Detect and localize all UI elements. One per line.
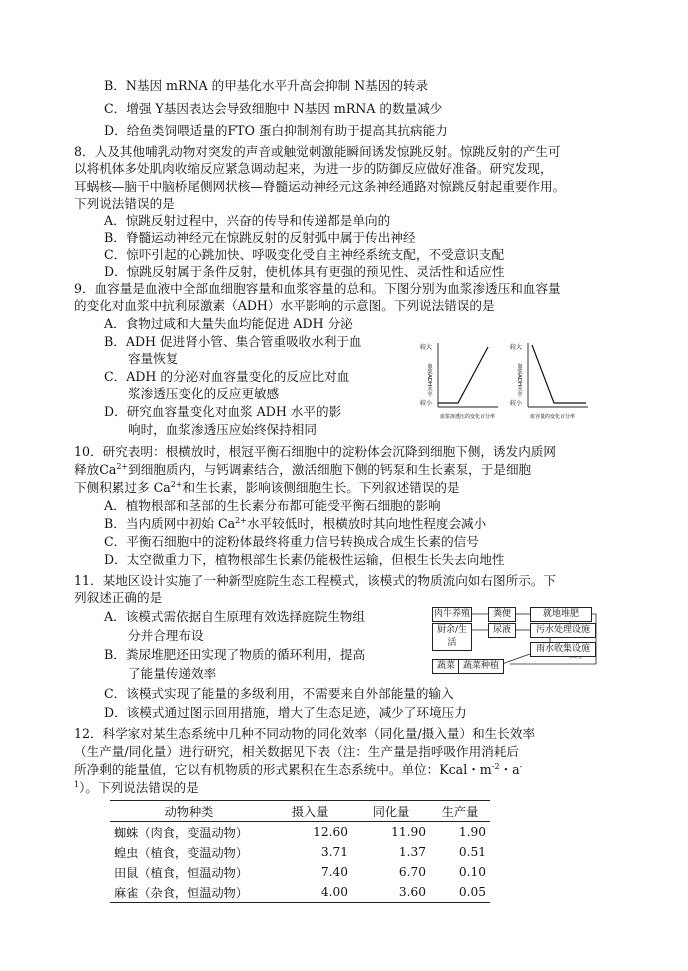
table-row xyxy=(110,842,490,862)
q9-left-curve xyxy=(438,347,488,403)
q8-option-d: D．惊跳反射属于条件反射，使机体具有更强的预见性、灵活性和适应性 xyxy=(104,264,505,279)
q9-stem-line2: 的变化对血浆中抗利尿激素（ADH）水平影响的示意图。下列说法错误的是 xyxy=(74,298,495,313)
q8-stem-line2: 以将机体多处肌肉收缩反应紧急调动起来，为进一步的防御反应做好准备。研究发现， xyxy=(74,161,553,176)
q9-right-y-low: 较小 xyxy=(510,400,523,407)
q11-box-rainwater: 雨水收集设施 xyxy=(530,642,596,657)
q11-stem-line2: 列叙述正确的是 xyxy=(74,590,163,605)
q10-option-b: B．当内质网中初始 $Ca^{2+}$水平较低时，根横放时其向地性程度会减小 xyxy=(104,515,487,531)
q10-stem-line3: 下侧积累过多 $Ca^{2+}$和生长素，影响该侧细胞生长。下列叙述错误的是 xyxy=(74,479,460,495)
q10-option-c: C．平衡石细胞中的淀粉体最终将重力信号转换成合成生长素的信号 xyxy=(104,534,479,549)
table-header-intake: 摄入量 xyxy=(268,801,352,822)
table-row xyxy=(110,862,490,882)
q8-option-b: B．脊髓运动神经元在惊跳反射的反射弧中属于传出神经 xyxy=(104,230,416,245)
table-cell: 0.51 xyxy=(458,845,486,859)
q9-right-curve xyxy=(532,345,586,403)
q12-stem-line1: 12．科学家对某生态系统中几种不同动物的同化效率（同化量/摄入量）和生长效率 xyxy=(74,726,536,741)
q9-right-graph xyxy=(510,343,588,420)
q11-box-manure: 粪便 xyxy=(488,607,516,622)
q11-option-b-line1: B．粪尿堆肥还田实现了物质的循环利用，提高 xyxy=(104,647,366,662)
q8-stem-line4: 下列说法错误的是 xyxy=(74,196,175,211)
q12-data-table xyxy=(110,800,490,903)
q9-option-d-line1: D．研究血容量变化对血浆 ADH 水平的影 xyxy=(104,404,342,419)
table-row xyxy=(110,822,490,843)
q11-option-a-line1: A．该模式需依据自生原理有效选择庭院生物组 xyxy=(104,609,365,624)
q10-stem-line2: 释放$Ca^{2+}$到细胞质内，与钙调素结合，激活细胞下侧的钙泵和生长素泵，于是细胞 xyxy=(74,461,532,477)
table-row xyxy=(110,882,490,903)
q8-option-a: A．惊跳反射过程中，兴奋的传导和传递都是单向的 xyxy=(104,213,391,228)
table-cell: 7.40 xyxy=(320,865,348,879)
q11-option-d: D．该模式通过图示回用措施，增大了生态足迹，减少了环境压力 xyxy=(104,705,467,720)
q11-option-b-line2: 了能量传递效率 xyxy=(128,666,217,681)
q11-box-sewage: 污水处理设施 xyxy=(530,623,596,638)
table-cell: 12.60 xyxy=(313,825,348,839)
table-cell: 1.90 xyxy=(458,825,486,839)
q9-option-a: A．食物过咸和大量失血均能促进 ADH 分泌 xyxy=(104,316,353,331)
table-cell: 蜘蛛（肉食，变温动物） xyxy=(114,825,249,840)
q9-option-d-line2: 响时，血浆渗透压应始终保持相同 xyxy=(128,422,317,437)
q9-stem-line1: 9．血容量是血液中全部血细胞容量和血浆容量的总和。下图分别为血浆渗透压和血容量 xyxy=(74,281,561,296)
table-cell: 蝗虫（植食，变温动物） xyxy=(114,845,249,860)
table-cell: 田鼠（植食，恒温动物） xyxy=(114,865,249,880)
table-cell: 3.71 xyxy=(320,845,348,859)
q11-box-vegetable: 蔬菜 xyxy=(432,659,460,674)
q11-box-cattle: 肉牛养殖 xyxy=(432,607,472,622)
q8-option-c: C．惊吓引起的心跳加快、呼吸变化受自主神经系统支配，不受意识支配 xyxy=(104,247,505,262)
q11-box-compost: 就地堆肥 xyxy=(530,607,592,622)
table-header-row xyxy=(110,801,490,822)
q11-box-kitchen: 厨余/生活 xyxy=(432,623,472,651)
q9-left-y-high: 较大 xyxy=(420,344,433,351)
q11-box-urine: 尿液 xyxy=(488,623,516,638)
table-cell: 1.37 xyxy=(398,845,426,859)
q9-right-y-high: 较大 xyxy=(510,344,523,351)
q9-left-ylabel: 血浆ADH水平 xyxy=(426,363,432,398)
table-cell: 0.10 xyxy=(458,865,486,879)
q9-option-c-line2: 浆渗透压变化的反应更敏感 xyxy=(128,386,280,401)
q9-option-b-line1: B．ADH 促进肾小管、集合管重吸收水利于血 xyxy=(104,334,362,349)
q9-option-b-line2: 容量恢复 xyxy=(128,351,179,366)
q11-box-planting: 蔬菜种植 xyxy=(458,659,504,674)
table-header-production: 生产量 xyxy=(430,801,490,822)
table-header-assimilation: 同化量 xyxy=(352,801,430,822)
table-cell: 麻雀（杂食，恒温动物） xyxy=(110,882,268,903)
q9-left-graph xyxy=(420,343,498,420)
q7-option-d: D．给鱼类饲喂适量的FTO 蛋白抑制剂有助于提高其抗病能力 xyxy=(104,123,448,138)
table-cell: 0.05 xyxy=(430,882,490,903)
q9-right-ylabel: 血浆ADH水平 xyxy=(516,363,522,398)
q11-figure xyxy=(430,606,600,678)
table-cell: 3.60 xyxy=(352,882,430,903)
q11-stem-line1: 11．某地区设计实施了一种新型庭院生态工程模式，该模式的物质流向如右图所示。下 xyxy=(74,573,556,588)
q10-option-a: A．植物根部和茎部的生长素分布都可能受平衡石细胞的影响 xyxy=(104,498,441,513)
q7-option-b: B．N基因 mRNA 的甲基化水平升高会抑制 N基因的转录 xyxy=(104,78,429,93)
q9-left-xlabel: 血浆渗透压的变化百分率 xyxy=(440,414,496,420)
q9-left-y-low: 较小 xyxy=(420,400,433,407)
table-cell: 4.00 xyxy=(268,882,352,903)
q9-right-xlabel: 血容量的变化百分率 xyxy=(530,414,576,420)
q8-stem-line1: 8．人及其他哺乳动物对突发的声音或触觉刺激能瞬间诱发惊跳反射。惊跳反射的产生可 xyxy=(74,144,561,159)
q9-figure xyxy=(418,335,596,425)
q9-option-c-line1: C．ADH 的分泌对血容量变化的反应比对血 xyxy=(104,369,350,384)
q12-stem-line4: $^1$）。下列说法错误的是 xyxy=(74,779,199,795)
table-cell: 11.90 xyxy=(391,825,426,839)
q12-stem-line3: 所净剩的能量值，它以有机物质的形式累积在生态系统中。单位：Kcal・$m^{-2}$・a- xyxy=(74,761,523,777)
q12-stem-line2: （生产量/同化量）进行研究，相关数据见下表（注：生产量是指呼吸作用消耗后 xyxy=(74,744,520,759)
q10-stem-line1: 10．研究表明：根横放时，根冠平衡石细胞中的淀粉体会沉降到细胞下侧，诱发内质网 xyxy=(74,444,556,459)
q11-option-c: C．该模式实现了能量的多级利用，不需要来自外部能量的输入 xyxy=(104,686,454,701)
table-cell: 6.70 xyxy=(398,865,426,879)
q8-stem-line3: 耳蜗核—脑干中脑桥尾侧网状核—脊髓运动神经元这条神经通路对惊跳反射起重要作用。 xyxy=(74,179,566,194)
table-header-species: 动物种类 xyxy=(110,801,268,822)
q10-option-d: D．太空微重力下，植物根部生长素仍能极性运输，但根生长失去向地性 xyxy=(104,552,505,567)
q7-option-c: C．增强 Y基因表达会导致细胞中 N基因 mRNA 的数量减少 xyxy=(104,101,443,116)
q11-option-a-line2: 分并合理布设 xyxy=(128,628,204,643)
